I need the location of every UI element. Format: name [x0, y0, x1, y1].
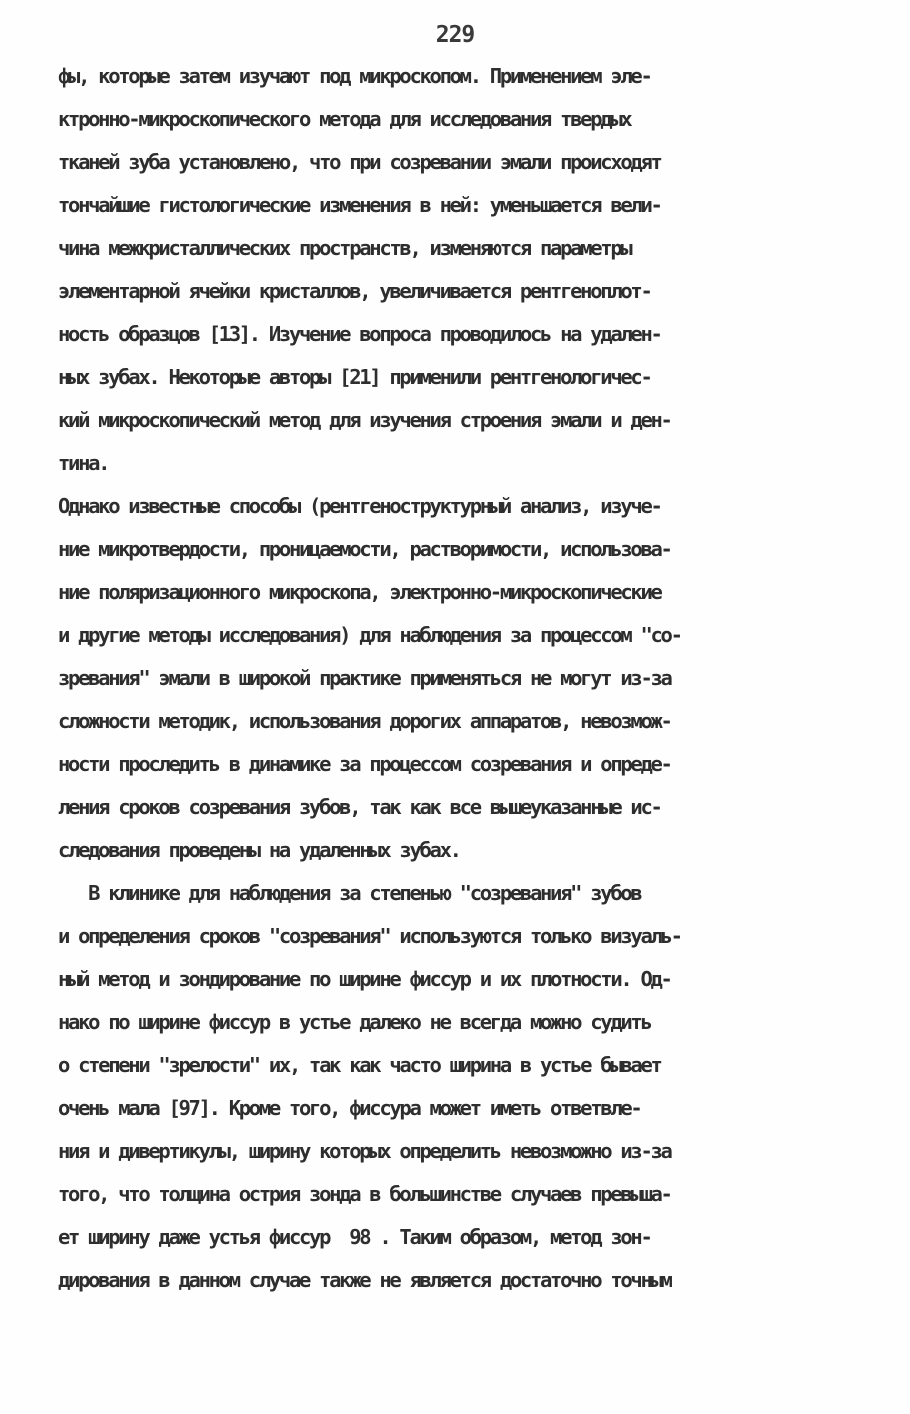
text-line: фы, которые затем изучают под микроскопом. Применением эле- [58, 64, 651, 88]
text-line: чина межкристаллических пространств, изменяются параметры [58, 236, 631, 260]
text-line: ность образцов [13]. Изучение вопроса проводилось на удален- [58, 322, 661, 346]
text-line: ние микротвердости, проницаемости, растворимости, использова- [58, 537, 671, 561]
text-line: ет ширину даже устья фиссур 98 . Таким образом, метод зон- [58, 1225, 651, 1249]
text-line: нако по ширине фиссур в устье далеко не всегда можно судить [58, 1010, 651, 1034]
text-line: В клинике для наблюдения за степенью "созревания" зубов [58, 881, 641, 905]
text-line: следования проведены на удаленных зубах. [58, 838, 460, 862]
text-line: очень мала [97]. Кроме того, фиссура может иметь ответвле- [58, 1096, 641, 1120]
page-number: 229 [435, 22, 475, 48]
text-line: ления сроков созревания зубов, так как все вышеуказанные ис- [58, 795, 661, 819]
text-line: сложности методик, использования дорогих аппаратов, невозмож- [58, 709, 671, 733]
text-line: зревания" эмали в широкой практике применяться не могут из-за [58, 666, 671, 690]
text-line: ние поляризационного микроскопа, электронно-микроскопические [58, 580, 661, 604]
text-line: о степени "зрелости" их, так как часто ширина в устье бывает [58, 1053, 661, 1077]
text-line: и определения сроков "созревания" используются только визуаль- [58, 924, 681, 948]
text-line: ктронно-микроскопического метода для исследования твердых [58, 107, 631, 131]
text-line: ности проследить в динамике за процессом созревания и опреде- [58, 752, 671, 776]
text-line: и другие методы исследования) для наблюдения за процессом "со- [58, 623, 681, 647]
text-line: элементарной ячейки кристаллов, увеличивается рентгеноплот- [58, 279, 651, 303]
text-line: дирования в данном случае также не является достаточно точным [58, 1268, 671, 1292]
text-line: кий микроскопический метод для изучения строения эмали и ден- [58, 408, 671, 432]
text-line: ния и дивертикулы, ширину которых определить невозможно из-за [58, 1139, 671, 1163]
text-line: тончайшие гистологические изменения в ней: уменьшается вели- [58, 193, 661, 217]
text-line: Однако известные способы (рентгеноструктурный анализ, изуче- [58, 494, 661, 518]
text-line: того, что толщина острия зонда в большинстве случаев превыша- [58, 1182, 671, 1206]
text-line: тканей зуба установлено, что при созревании эмали происходят [58, 150, 661, 174]
text-line: ных зубах. Некоторые авторы [21] применили рентгенологичес- [58, 365, 651, 389]
text-line: ный метод и зондирование по ширине фиссур и их плотности. Од- [58, 967, 671, 991]
text-line: тина. [58, 451, 109, 475]
